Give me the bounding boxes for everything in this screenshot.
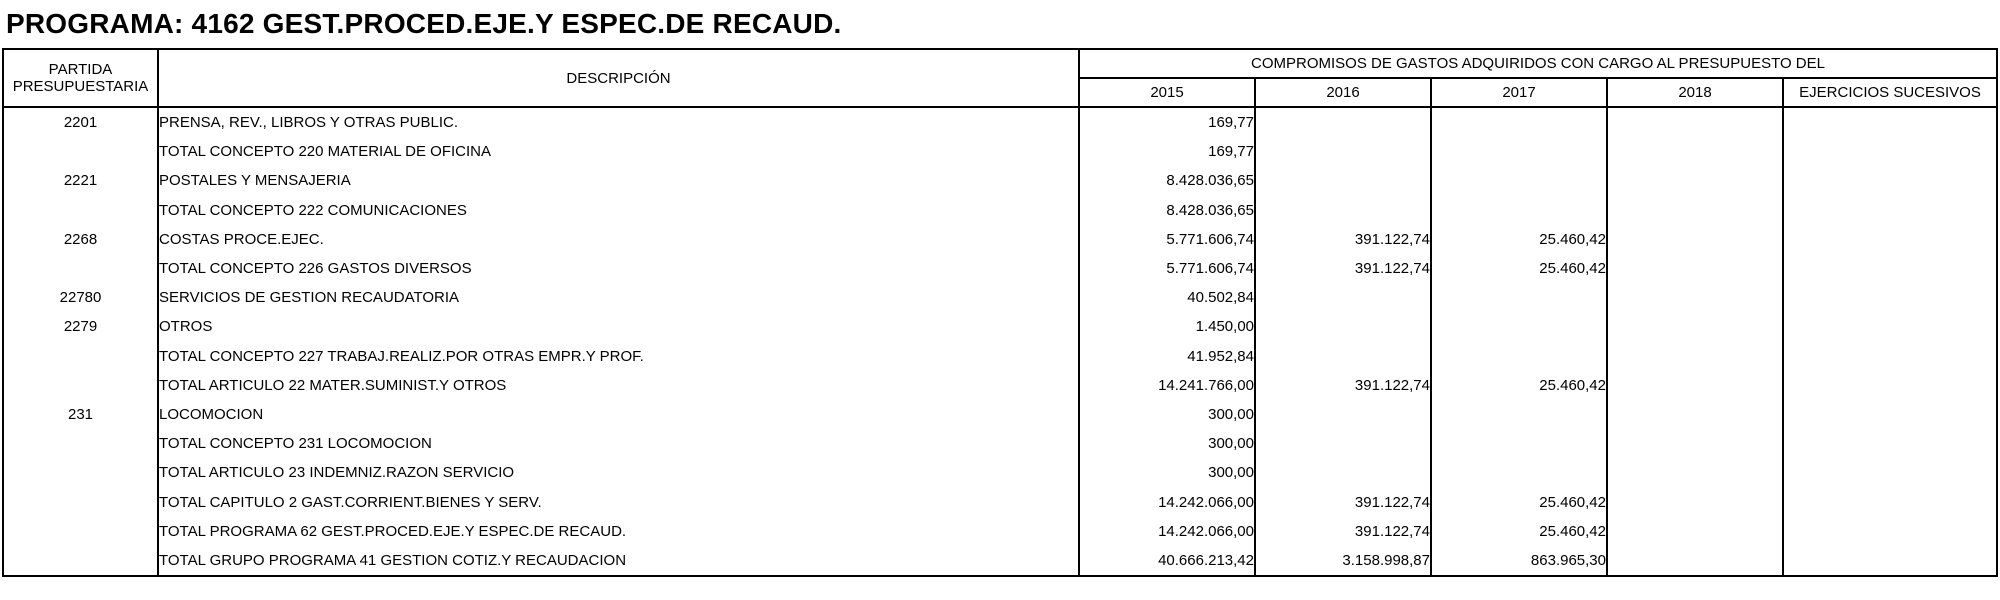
table-row [3,254,1997,283]
header-partida-label: PARTIDA PRESUPUESTARIA [12,61,149,95]
cell-descripcion: LOCOMOCION [158,400,1079,429]
header-year-2017: 2017 [1431,78,1607,107]
cell-ejercicios-sucesivos [1783,429,1997,458]
page-title: PROGRAMA: 4162 GEST.PROCED.EJE.Y ESPEC.DE RECAUD. [6,8,842,39]
cell-2017 [1431,283,1607,312]
cell-descripcion: SERVICIOS DE GESTION RECAUDATORIA [158,283,1079,312]
cell-2017 [1431,312,1607,341]
cell-2016: 391.122,74 [1255,487,1431,516]
cell-partida: 2221 [3,166,158,195]
cell-2016: 391.122,74 [1255,371,1431,400]
header-descripcion [158,49,1079,107]
cell-ejercicios-sucesivos [1783,312,1997,341]
header-partida [3,49,158,107]
cell-partida [3,342,158,371]
cell-2018 [1607,283,1783,312]
cell-2018 [1607,225,1783,254]
table-row [3,546,1997,576]
cell-2017 [1431,137,1607,166]
cell-descripcion: TOTAL CONCEPTO 220 MATERIAL DE OFICINA [158,137,1079,166]
cell-descripcion: TOTAL CONCEPTO 226 GASTOS DIVERSOS [158,254,1079,283]
cell-ejercicios-sucesivos [1783,107,1997,137]
cell-2017 [1431,429,1607,458]
table-row [3,166,1997,195]
table-row [3,487,1997,516]
cell-partida [3,517,158,546]
cell-2016 [1255,196,1431,225]
table-body [3,107,1997,576]
cell-partida [3,458,158,487]
cell-2017: 863.965,30 [1431,546,1607,576]
header-year-2016: 2016 [1255,78,1431,107]
cell-2015: 169,77 [1079,137,1255,166]
cell-2015: 40.666.213,42 [1079,546,1255,576]
cell-descripcion: OTROS [158,312,1079,341]
cell-partida [3,487,158,516]
cell-2015: 14.241.766,00 [1079,371,1255,400]
cell-descripcion: TOTAL GRUPO PROGRAMA 41 GESTION COTIZ.Y RECAUDACION [158,546,1079,576]
cell-2016 [1255,342,1431,371]
cell-partida: 2201 [3,107,158,137]
cell-2018 [1607,429,1783,458]
cell-2018 [1607,254,1783,283]
cell-2018 [1607,371,1783,400]
table-row [3,137,1997,166]
table-row [3,312,1997,341]
table-header [3,49,1997,107]
cell-descripcion: TOTAL PROGRAMA 62 GEST.PROCED.EJE.Y ESPEC.DE RECAUD. [158,517,1079,546]
table-row [3,517,1997,546]
cell-2017 [1431,458,1607,487]
cell-2018 [1607,312,1783,341]
cell-2018 [1607,546,1783,576]
cell-ejercicios-sucesivos [1783,487,1997,516]
cell-2017: 25.460,42 [1431,487,1607,516]
cell-2015: 1.450,00 [1079,312,1255,341]
cell-descripcion: TOTAL ARTICULO 22 MATER.SUMINIST.Y OTROS [158,371,1079,400]
cell-partida [3,254,158,283]
cell-2017 [1431,107,1607,137]
cell-2016 [1255,137,1431,166]
table-row [3,283,1997,312]
cell-2017 [1431,342,1607,371]
cell-2015: 169,77 [1079,107,1255,137]
cell-2016 [1255,458,1431,487]
cell-ejercicios-sucesivos [1783,400,1997,429]
cell-2015: 8.428.036,65 [1079,196,1255,225]
cell-2015: 300,00 [1079,429,1255,458]
header-compromisos-label: COMPROMISOS DE GASTOS ADQUIRIDOS CON CARGO AL PRESUPUESTO DEL [1250,55,1825,72]
cell-2016 [1255,400,1431,429]
cell-2018 [1607,342,1783,371]
table-row [3,342,1997,371]
cell-2015: 5.771.606,74 [1079,254,1255,283]
cell-partida [3,371,158,400]
cell-2015: 41.952,84 [1079,342,1255,371]
cell-ejercicios-sucesivos [1783,342,1997,371]
cell-partida [3,546,158,576]
cell-ejercicios-sucesivos [1783,283,1997,312]
cell-2018 [1607,458,1783,487]
cell-2017 [1431,400,1607,429]
cell-2015: 14.242.066,00 [1079,487,1255,516]
cell-2016 [1255,166,1431,195]
cell-2018 [1607,196,1783,225]
cell-partida [3,196,158,225]
cell-2016 [1255,312,1431,341]
budget-table [2,48,1998,577]
cell-partida [3,137,158,166]
cell-2015: 300,00 [1079,400,1255,429]
cell-2015: 300,00 [1079,458,1255,487]
cell-ejercicios-sucesivos [1783,546,1997,576]
cell-2018 [1607,487,1783,516]
cell-2016 [1255,107,1431,137]
header-compromisos [1079,49,1997,78]
cell-2015: 8.428.036,65 [1079,166,1255,195]
cell-2016: 3.158.998,87 [1255,546,1431,576]
cell-descripcion: TOTAL CAPITULO 2 GAST.CORRIENT.BIENES Y SERV. [158,487,1079,516]
table-row [3,429,1997,458]
cell-2018 [1607,107,1783,137]
cell-2015: 40.502,84 [1079,283,1255,312]
cell-ejercicios-sucesivos [1783,371,1997,400]
cell-descripcion: TOTAL CONCEPTO 222 COMUNICACIONES [158,196,1079,225]
table-row [3,400,1997,429]
cell-ejercicios-sucesivos [1783,166,1997,195]
cell-2016: 391.122,74 [1255,517,1431,546]
cell-2016 [1255,283,1431,312]
cell-2017: 25.460,42 [1431,371,1607,400]
cell-partida: 2268 [3,225,158,254]
cell-2017: 25.460,42 [1431,225,1607,254]
cell-ejercicios-sucesivos [1783,196,1997,225]
cell-descripcion: TOTAL CONCEPTO 231 LOCOMOCION [158,429,1079,458]
cell-2016: 391.122,74 [1255,225,1431,254]
cell-partida: 231 [3,400,158,429]
cell-partida: 2279 [3,312,158,341]
cell-partida [3,429,158,458]
cell-ejercicios-sucesivos [1783,458,1997,487]
table-row [3,196,1997,225]
cell-ejercicios-sucesivos [1783,254,1997,283]
table-row [3,225,1997,254]
cell-2017: 25.460,42 [1431,254,1607,283]
cell-descripcion: POSTALES Y MENSAJERIA [158,166,1079,195]
table-row [3,107,1997,137]
cell-2017 [1431,196,1607,225]
header-year-2015: 2015 [1079,78,1255,107]
cell-ejercicios-sucesivos [1783,517,1997,546]
table-row [3,458,1997,487]
cell-2016: 391.122,74 [1255,254,1431,283]
cell-descripcion: TOTAL ARTICULO 23 INDEMNIZ.RAZON SERVICIO [158,458,1079,487]
cell-descripcion: COSTAS PROCE.EJEC. [158,225,1079,254]
cell-2016 [1255,429,1431,458]
header-descripcion-label: DESCRIPCIÓN [566,69,671,87]
cell-2017: 25.460,42 [1431,517,1607,546]
cell-partida: 22780 [3,283,158,312]
cell-descripcion: TOTAL CONCEPTO 227 TRABAJ.REALIZ.POR OTRAS EMPR.Y PROF. [158,342,1079,371]
header-ejercicios-sucesivos: EJERCICIOS SUCESIVOS [1783,78,1997,107]
header-year-2018: 2018 [1607,78,1783,107]
cell-2018 [1607,166,1783,195]
cell-2018 [1607,400,1783,429]
cell-2015: 5.771.606,74 [1079,225,1255,254]
cell-ejercicios-sucesivos [1783,225,1997,254]
cell-descripcion: PRENSA, REV., LIBROS Y OTRAS PUBLIC. [158,107,1079,137]
table-row [3,371,1997,400]
cell-2018 [1607,137,1783,166]
cell-ejercicios-sucesivos [1783,137,1997,166]
cell-2015: 14.242.066,00 [1079,517,1255,546]
cell-2018 [1607,517,1783,546]
cell-2017 [1431,166,1607,195]
